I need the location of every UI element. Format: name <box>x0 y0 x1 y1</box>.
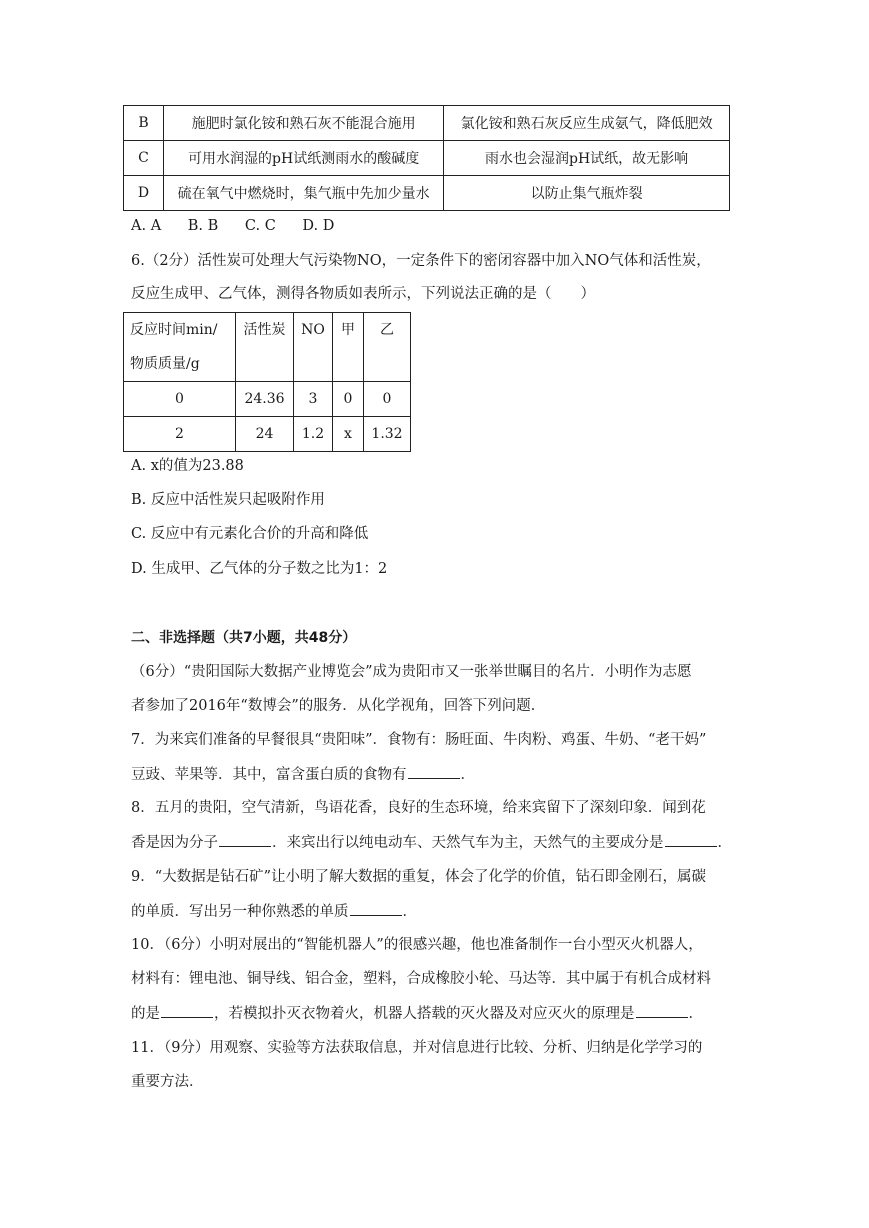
intro-line2: 者参加了2016年“数博会”的服务．从化学视角，回答下列问题． <box>131 698 546 714</box>
q10-line1: 10．（6分）小明对展出的“智能机器人”的很感兴趣，他也准备制作一台小型灭火机器人， <box>131 937 703 953</box>
answer-blank[interactable] <box>350 901 402 916</box>
table-cell: 0 <box>333 382 364 417</box>
q8-text-end: ． <box>717 835 732 851</box>
table-header-cell: 甲 <box>333 313 364 382</box>
table-cell: 0 <box>364 382 411 417</box>
q6-option-c: C. 反应中有元素化合价的升高和降低 <box>131 526 369 542</box>
table-cell: 24.36 <box>236 382 294 417</box>
table-cell: 0 <box>124 382 236 417</box>
table-header-cell: 乙 <box>364 313 411 382</box>
table-row <box>124 106 730 141</box>
q9-line2 <box>131 901 417 922</box>
table-cell: x <box>333 417 364 452</box>
q7-text-end: ． <box>460 767 475 783</box>
answer-blank[interactable] <box>219 832 271 847</box>
table-row <box>124 176 730 211</box>
table-row <box>124 141 730 176</box>
answer-blank[interactable] <box>636 1003 688 1018</box>
table-cell: 雨水也会湿润pH试纸，故无影响 <box>444 141 730 176</box>
q8-line2 <box>131 832 732 853</box>
table-row <box>124 382 411 417</box>
header-line: 反应时间min/ <box>130 322 218 338</box>
q10-text-end: ． <box>688 1006 703 1022</box>
table-row <box>124 417 411 452</box>
q6-option-b: B. 反应中活性炭只起吸附作用 <box>131 492 325 508</box>
option-a: A. A <box>131 218 162 234</box>
q10-line3 <box>131 1003 703 1024</box>
q6-stem-line2: 反应生成甲、乙气体，测得各物质如表所示，下列说法正确的是（ ） <box>131 286 595 302</box>
table-cell: 施肥时氯化铵和熟石灰不能混合施用 <box>164 106 444 141</box>
q6-stem-line1: 6.（2分）活性炭可处理大气污染物NO，一定条件下的密闭容器中加入NO气体和活性炭， <box>131 253 711 269</box>
q11-line2: 重要方法． <box>131 1074 204 1090</box>
table-header-cell: 活性炭 <box>236 313 294 382</box>
q9-text: 的单质．写出另一种你熟悉的单质 <box>131 904 349 920</box>
table-cell: 2 <box>124 417 236 452</box>
table-header-row <box>124 313 411 382</box>
answer-blank[interactable] <box>161 1003 213 1018</box>
intro-line1: （6分）“贵阳国际大数据产业博览会”成为贵阳市又一张举世瞩目的名片．小明作为志愿 <box>131 664 692 680</box>
q6-option-d: D. 生成甲、乙气体的分子数之比为1：2 <box>131 561 388 577</box>
q7-text: 豆豉、苹果等．其中，富含蛋白质的食物有 <box>131 767 407 783</box>
table-cell: 1.32 <box>364 417 411 452</box>
table-cell: 24 <box>236 417 294 452</box>
table-cell: 可用水润湿的pH试纸测雨水的酸碱度 <box>164 141 444 176</box>
q9-text-end: ． <box>402 904 417 920</box>
q6-table <box>123 312 411 452</box>
table-cell: C <box>124 141 164 176</box>
table-cell: 1.2 <box>294 417 333 452</box>
section-heading: 二、非选择题（共7小题，共48分） <box>131 630 357 646</box>
q7-line1: 7．为来宾们准备的早餐很具“贵阳味”．食物有：肠旺面、牛肉粉、鸡蛋、牛奶、“老干妈” <box>131 732 707 748</box>
q10-text: 的是 <box>131 1006 160 1022</box>
q8-text-mid: ．来宾出行以纯电动车、天然气车为主，天然气的主要成分是 <box>272 835 664 851</box>
q10-text-mid: ，若模拟扑灭衣物着火，机器人搭载的灭火器及对应灭火的原理是 <box>214 1006 635 1022</box>
table-cell: D <box>124 176 164 211</box>
q9-line1: 9．“大数据是钻石矿”让小明了解大数据的重复，体会了化学的价值，钻石即金刚石，属碳 <box>131 869 707 885</box>
q11-line1: 11．（9分）用观察、实验等方法获取信息，并对信息进行比较、分析、归纳是化学学习的 <box>131 1040 703 1056</box>
answer-blank[interactable] <box>408 764 460 779</box>
table-cell: 3 <box>294 382 333 417</box>
table-header-cell <box>124 313 236 382</box>
q6-option-a: A. x的值为23.88 <box>131 458 244 474</box>
answer-blank[interactable] <box>665 832 717 847</box>
table-cell: B <box>124 106 164 141</box>
table-header-cell: NO <box>294 313 333 382</box>
option-b: B. B <box>187 218 219 234</box>
header-line: 物质质量/g <box>130 356 200 372</box>
option-c: C. C <box>244 218 276 234</box>
q5-options <box>131 216 334 236</box>
table-cell: 氯化铵和熟石灰反应生成氨气，降低肥效 <box>444 106 730 141</box>
table-cell: 硫在氧气中燃烧时，集气瓶中先加少量水 <box>164 176 444 211</box>
q10-line2: 材料有：锂电池、铜导线、铝合金，塑料，合成橡胶小轮、马达等．其中属于有机合成材料 <box>131 971 711 987</box>
q5-table <box>123 105 730 211</box>
option-d: D. D <box>302 218 335 234</box>
q7-line2 <box>131 764 475 785</box>
table-cell: 以防止集气瓶炸裂 <box>444 176 730 211</box>
q8-line1: 8．五月的贵阳，空气清新，鸟语花香，良好的生态环境，给来宾留下了深刻印象．闻到花 <box>131 800 706 816</box>
q8-text: 香是因为分子 <box>131 835 218 851</box>
